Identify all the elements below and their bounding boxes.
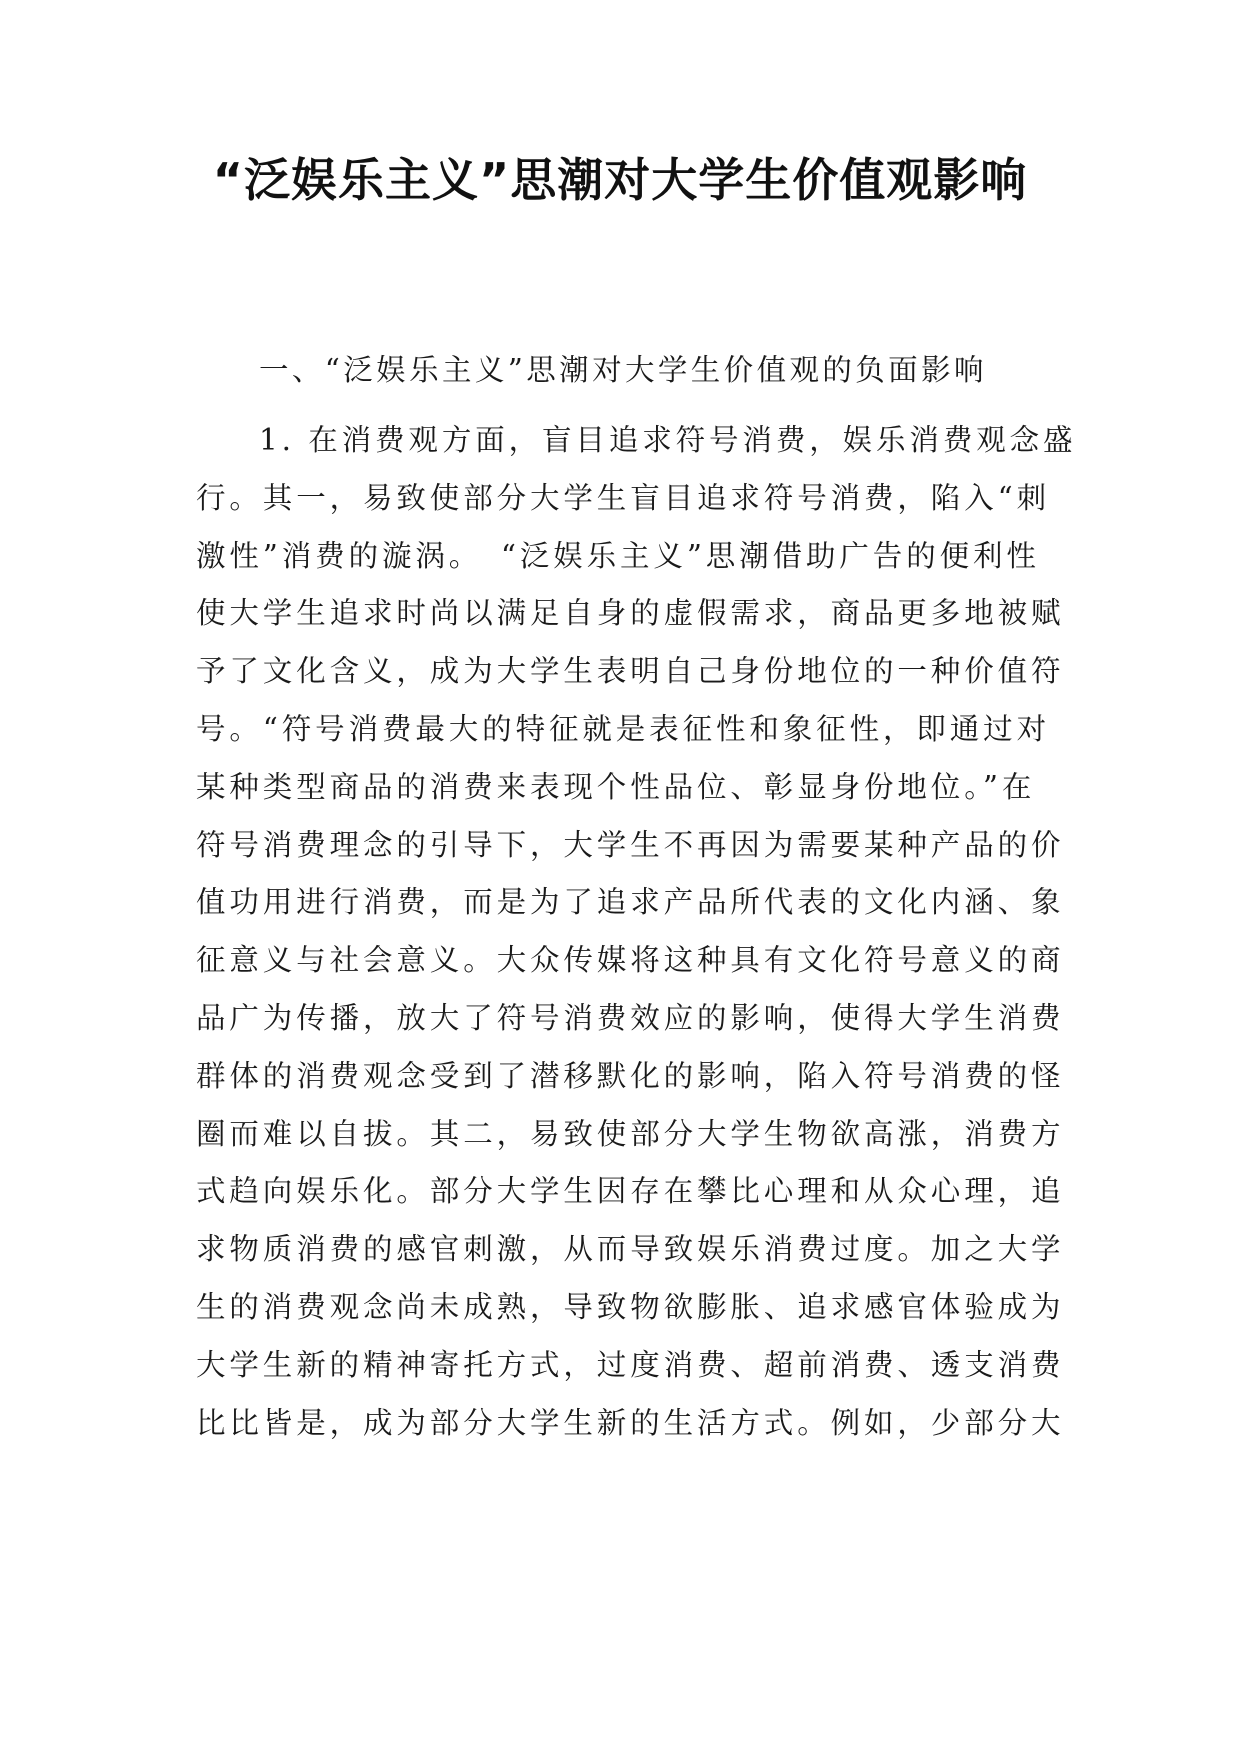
body-paragraph xyxy=(196,412,1077,1452)
body-line: 圈而难以自拔。其二，易致使部分大学生物欲高涨，消费方 xyxy=(196,1116,1065,1151)
body-line: 1. 在消费观方面，盲目追求符号消费，娱乐消费观念盛 xyxy=(259,423,1077,457)
body-line: 行。其一，易致使部分大学生盲目追求符号消费，陷入“刺 xyxy=(196,480,1050,515)
section-heading: 一、“泛娱乐主义”思潮对大学生价值观的负面影响 xyxy=(259,353,987,387)
body-line: 值功用进行消费，而是为了追求产品所代表的文化内涵、象 xyxy=(196,885,1065,920)
body-line: 生的消费观念尚未成熟，导致物欲膨胀、追求感官体验成为 xyxy=(196,1289,1065,1324)
body-line: 品广为传播，放大了符号消费效应的影响，使得大学生消费 xyxy=(196,1000,1065,1035)
body-line: 比比皆是，成为部分大学生新的生活方式。例如，少部分大 xyxy=(196,1405,1065,1440)
body-line: 激性”消费的漩涡。 “泛娱乐主义”思潮借助广告的便利性 xyxy=(196,538,1040,573)
body-line: 求物质消费的感官刺激，从而导致娱乐消费过度。加之大学 xyxy=(196,1232,1065,1267)
body-line: 大学生新的精神寄托方式，过度消费、超前消费、透支消费 xyxy=(196,1347,1065,1382)
body-line: 予了文化含义，成为大学生表明自己身份地位的一种价值符 xyxy=(196,654,1065,689)
body-line: 式趋向娱乐化。部分大学生因存在攀比心理和从众心理，追 xyxy=(196,1174,1065,1209)
body-line: 某种类型商品的消费来表现个性品位、彰显身份地位。”在 xyxy=(196,769,1036,804)
body-line: 号。“符号消费最大的特征就是表征性和象征性，即通过对 xyxy=(196,711,1050,746)
body-line: 符号消费理念的引导下，大学生不再因为需要某种产品的价 xyxy=(196,827,1065,862)
body-line: 群体的消费观念受到了潜移默化的影响，陷入符号消费的怪 xyxy=(196,1058,1065,1093)
body-line: 征意义与社会意义。大众传媒将这种具有文化符号意义的商 xyxy=(196,943,1065,978)
document-title: “泛娱乐主义”思潮对大学生价值观影响 xyxy=(212,153,1028,207)
body-line: 使大学生追求时尚以满足自身的虚假需求，商品更多地被赋 xyxy=(196,596,1065,631)
